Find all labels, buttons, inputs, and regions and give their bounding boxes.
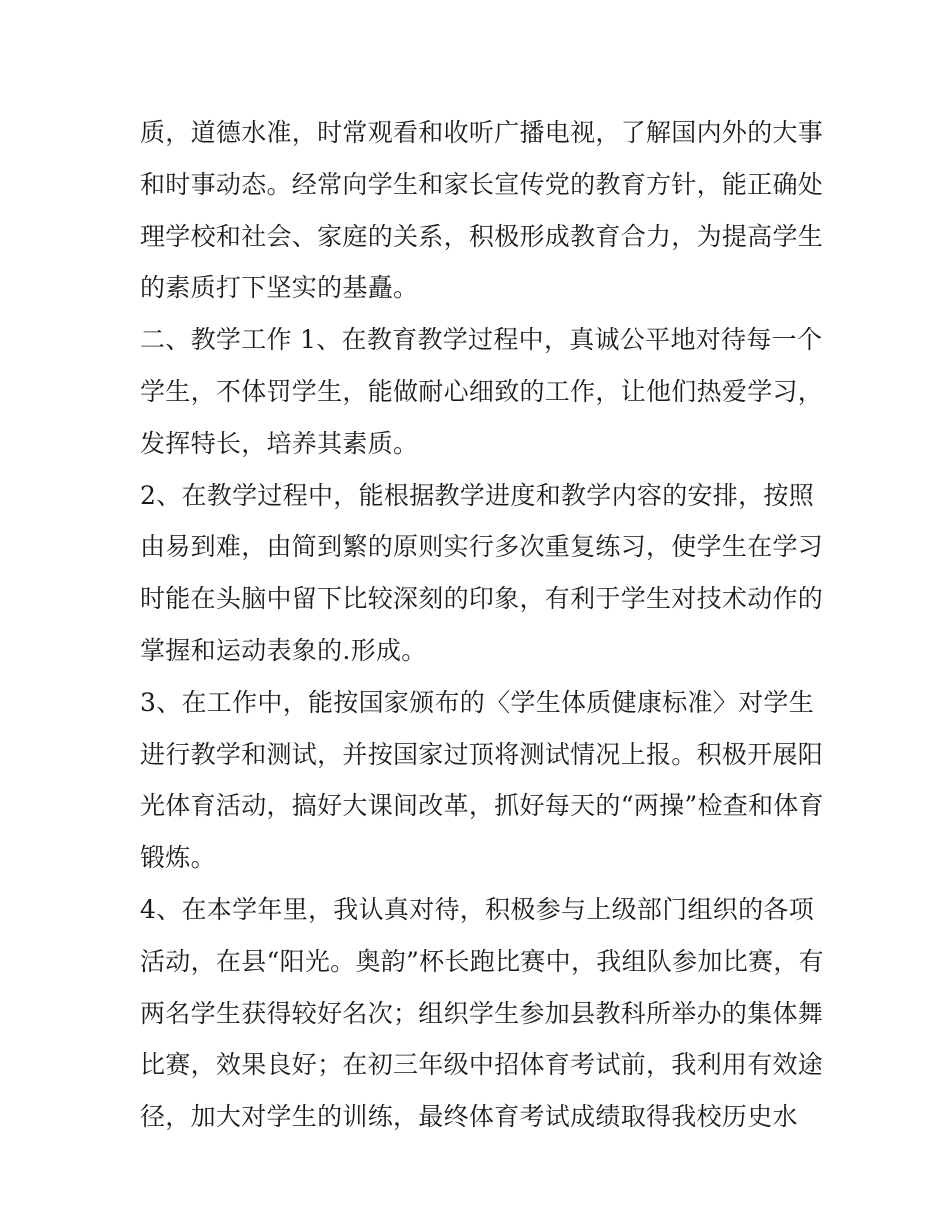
- text-line-2: 和时事动态。经常向学生和家长宣传党的教育方针，能正确处: [140, 169, 824, 199]
- text-line-13: 进行教学和测试，并按国家过顶将测试情况上报。积极开展阳: [140, 739, 824, 769]
- text-line-9: 由易到难，由简到繁的原则实行多次重复练习，使学生在学习: [140, 532, 824, 562]
- text-line-3: 理学校和社会、家庭的关系，积极形成教育合力，为提高学生: [140, 221, 824, 251]
- text-line-10: 时能在头脑中留下比较深刻的印象，有利于学生对技术动作的: [140, 584, 824, 614]
- text-line-5: 二、教学工作 1、在教育教学过程中，真诚公平地对待每一个: [140, 325, 823, 355]
- text-line-4: 的素质打下坚实的基矗。: [140, 273, 419, 303]
- text-line-11: 掌握和运动表象的.形成。: [140, 635, 427, 665]
- text-line-8: 2、在教学过程中，能根据教学进度和教学内容的安排，按照: [140, 480, 815, 510]
- text-line-15: 锻炼。: [140, 843, 216, 873]
- text-line-19: 比赛，效果良好；在初三年级中招体育考试前，我利用有效途: [140, 1050, 824, 1080]
- text-line-14: 光体育活动，搞好大课间改革，抓好每天的“两操”检查和体育: [140, 791, 824, 821]
- document-body: [140, 107, 824, 1143]
- text-line-16: 4、在本学年里，我认真对待，积极参与上级部门组织的各项: [140, 894, 815, 924]
- text-line-20: 径，加大对学生的训练，最终体育考试成绩取得我校历史水: [140, 1102, 798, 1132]
- text-line-7: 发挥特长，培养其素质。: [140, 428, 419, 458]
- text-line-6: 学生，不体罚学生，能做耐心细致的工作，让他们热爱学习，: [140, 376, 824, 406]
- text-line-1: 质，道德水准，时常观看和收听广播电视，了解国内外的大事: [140, 118, 824, 147]
- text-line-12: 3、在工作中，能按国家颁布的〈学生体质健康标准〉对学生: [140, 687, 815, 717]
- text-line-17: 活动，在县“阳光。奥韵”杯长跑比赛中，我组队参加比赛，有: [140, 946, 824, 976]
- text-line-18: 两名学生获得较好名次；组织学生参加县教科所举办的集体舞: [140, 998, 824, 1028]
